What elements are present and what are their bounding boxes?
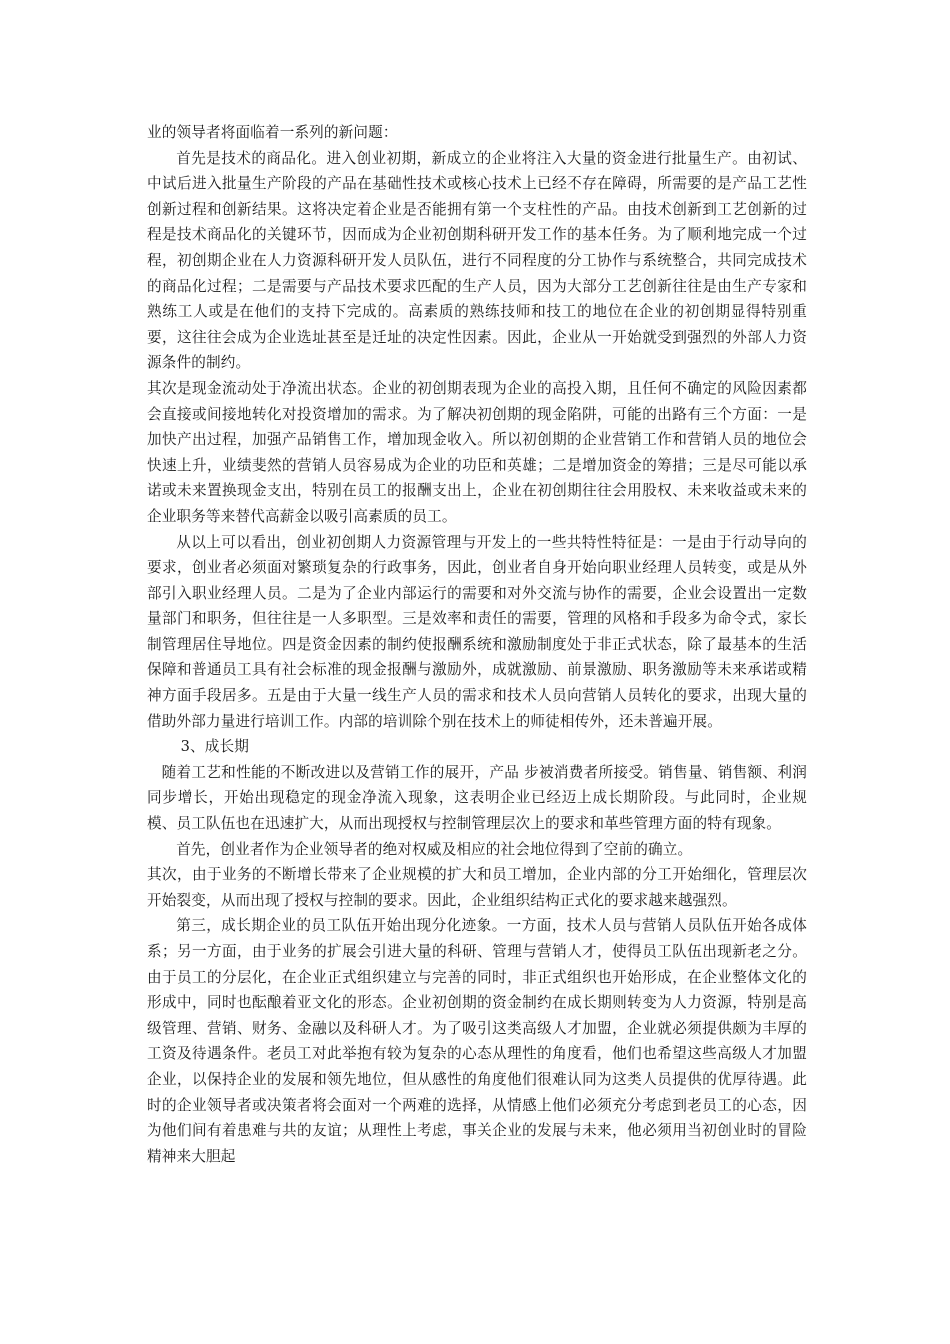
paragraph-startup-summary: 从以上可以看出，创业初创期人力资源管理与开发上的一些共特性特征是：一是由于行动导向的要求，创业者必须面对繁琐复杂的行政事务，因此，创业者自身开始向职业经理人员转变，或是从外部引入职业经理人员。二是为了企业内部运行的需要和对外交流与协作的需要，企业会设置出一定数量部门和职务，但往往是一人多职型。三是效率和责任的需要，管理的风格和手段多为命令式，家长制管理居住导地位。四是资金因素的制约使报酬系统和激励制度处于非正式状态，除了最基本的生活保障和普通员工具有社会标准的现金报酬与激励外，成就激励、前景激励、职务激励等未来承诺或精神方面手段居多。五是由于大量一线生产人员的需求和技术人员向营销人员转化的要求，出现大量的借助外部力量进行培训工作。内部的培训除个别在技术上的师徒相传外，还未普遍开展。 [147,533,807,730]
section-heading-growth: 3、成长期 [180,738,249,756]
paragraph-growth-first: 首先，创业者作为企业领导者的绝对权威及相应的社会地位得到了空前的确立。 [176,840,693,858]
document-body [147,120,807,1169]
paragraph-growth-second: 其次，由于业务的不断增长带来了企业规模的扩大和员工增加，企业内部的分工开始细化，管理层次开始裂变，从而出现了授权与控制的要求。因此，企业组织结构正式化的要求越来越强烈。 [147,866,807,909]
paragraph-continuation: 业的领导者将面临着一系列的新问题： [147,124,398,141]
paragraph-commercialization: 首先是技术的商品化。进入创业初期，新成立的企业将注入大量的资金进行批量生产。由初试、中试后进入批量生产阶段的产品在基础性技术或核心技术上已经不存在障碍，所需要的是产品工艺性创新过程和创新结果。这将决定着企业是否能拥有第一个支柱性的产品。由技术创新到工艺创新的过程是技术商品化的关键环节，因而成为企业初创期科研开发工作的基本任务。为了顺利地完成一个过程，初创期企业在人力资源科研开发人员队伍，进行不同程度的分工协作与系统整合，共同完成技术的商品化过程；二是需要与产品技术要求匹配的生产人员，因为大部分工艺创新往往是由生产专家和熟练工人或是在他们的支持下完成的。高素质的熟练技师和技工的地位在企业的初创期显得特别重要，这往往会成为企业选址甚至是迁址的决定性因素。因此，企业从一开始就受到强烈的外部人力资源条件的制约。 [147,149,807,372]
paragraph-growth-third: 第三，成长期企业的员工队伍开始出现分化迹象。一方面，技术人员与营销人员队伍开始各成体系；另一方面，由于业务的扩展会引进大量的科研、管理与营销人才，使得员工队伍出现新老之分。由于员工的分层化，在企业正式组织建立与完善的同时，非正式组织也开始形成，在企业整体文化的形成中，同时也酝酿着亚文化的形态。企业初创期的资金制约在成长期则转变为人力资源，特别是高级管理、营销、财务、金融以及科研人才。为了吸引这类高级人才加盟，企业就必须提供颇为丰厚的工资及待遇条件。老员工对此举抱有较为复杂的心态从理性的角度看，他们也希望这些高级人才加盟企业，以保持企业的发展和领先地位，但从感性的角度他们很难认同为这类人员提供的优厚待遇。此时的企业领导者或决策者将会面对一个两难的选择，从情感上他们必须充分考虑到老员工的心态，因为他们间有着患难与共的友谊；从理性上考虑，事关企业的发展与未来，他必须用当初创业时的冒险精神来大胆起 [147,917,807,1165]
paragraph-growth-intro: 随着工艺和性能的不断改进以及营销工作的展开，产品 步被消费者所接受。销售量、销售额、利润同步增长，开始出现稳定的现金净流入现象，这表明企业已经迈上成长期阶段。与此同时，企业规模、员工队伍也在迅速扩大，从而出现授权与控制管理层次上的要求和革些管理方面的特有现象。 [147,763,807,833]
paragraph-cash-flow: 其次是现金流动处于净流出状态。企业的初创期表现为企业的高投入期，且任何不确定的风险因素都会直接或间接地转化对投资增加的需求。为了解决初创期的现金陷阱，可能的出路有三个方面：一是加快产出过程，加强产品销售工作，增加现金收入。所以初创期的企业营销工作和营销人员的地位会快速上升，业绩斐然的营销人员容易成为企业的功臣和英雄；二是增加资金的筹措；三是尽可能以承诺或未来置换现金支出，特别在员工的报酬支出上，企业在初创期往往会用股权、未来收益或未来的企业职务等来替代高薪金以吸引高素质的员工。 [147,379,807,525]
